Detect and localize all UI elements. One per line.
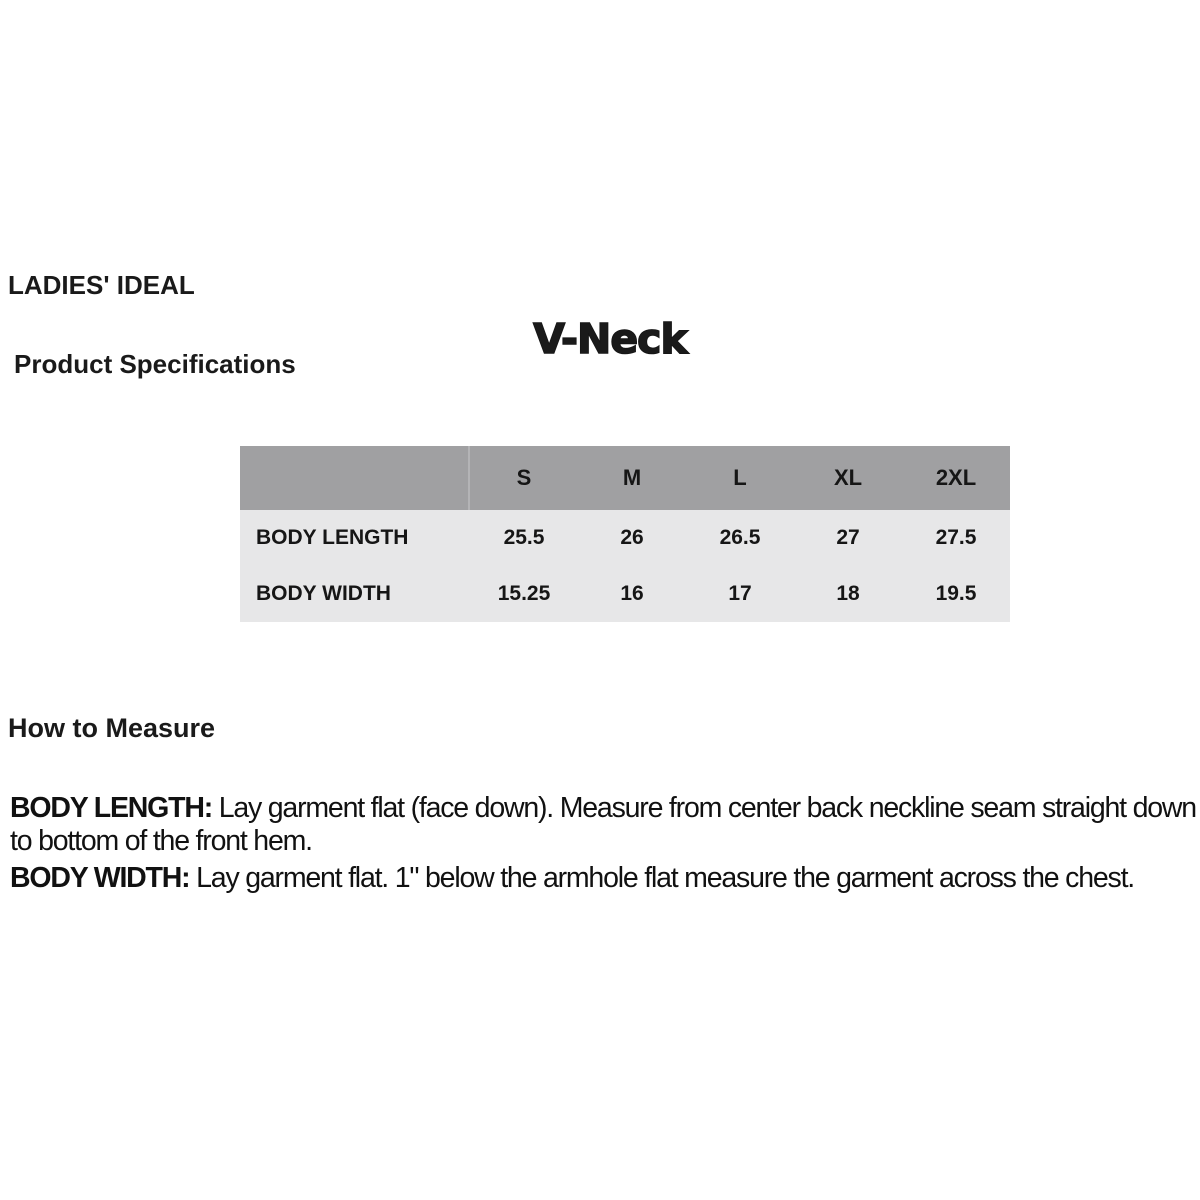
instruction-text-body-width: Lay garment flat. 1" below the armhole flat measure the garment across the chest. (189, 862, 1135, 894)
size-col-header-2xl: 2XL (935, 465, 977, 490)
product-title: V-Neck (533, 315, 687, 363)
section-title: Product Specifications (14, 349, 296, 379)
table-row-body-width (240, 566, 1010, 622)
instruction-label-body-width: BODY WIDTH: (10, 862, 190, 894)
body-width-value-m: 16 (620, 582, 644, 605)
brand-title: LADIES' IDEAL (8, 270, 195, 300)
how-to-heading: How to Measure (8, 713, 216, 743)
row-label-body-width: BODY WIDTH (256, 582, 391, 605)
body-length-value-2xl: 27.5 (935, 526, 977, 549)
table-header-row (240, 446, 1010, 510)
measure-instruction-body-width (10, 862, 1196, 895)
body-length-value-l: 26.5 (719, 526, 761, 549)
instruction-label-body-length: BODY LENGTH: (10, 792, 212, 824)
body-width-value-s: 15.25 (497, 582, 551, 605)
body-width-value-2xl: 19.5 (935, 582, 977, 605)
body-length-value-xl: 27 (836, 526, 860, 549)
body-length-value-s: 25.5 (503, 526, 545, 549)
body-length-value-m: 26 (620, 526, 644, 549)
size-col-header-s: S (516, 465, 532, 490)
table-body (240, 510, 1010, 622)
table-row-body-length (240, 510, 1010, 566)
corner-cell (240, 446, 470, 510)
body-width-value-xl: 18 (836, 582, 860, 605)
row-label-body-length: BODY LENGTH (256, 526, 409, 549)
size-col-header-m: M (622, 465, 642, 490)
body-width-value-l: 17 (728, 582, 752, 605)
instruction-text-body-length: Lay garment flat (face down). Measure from center back neckline seam straight down to bottom of the front hem. (10, 792, 1196, 857)
measure-instruction-body-length (10, 792, 1196, 858)
size-table (240, 446, 1010, 622)
size-col-header-xl: XL (833, 465, 863, 490)
size-col-header-l: L (733, 465, 747, 490)
